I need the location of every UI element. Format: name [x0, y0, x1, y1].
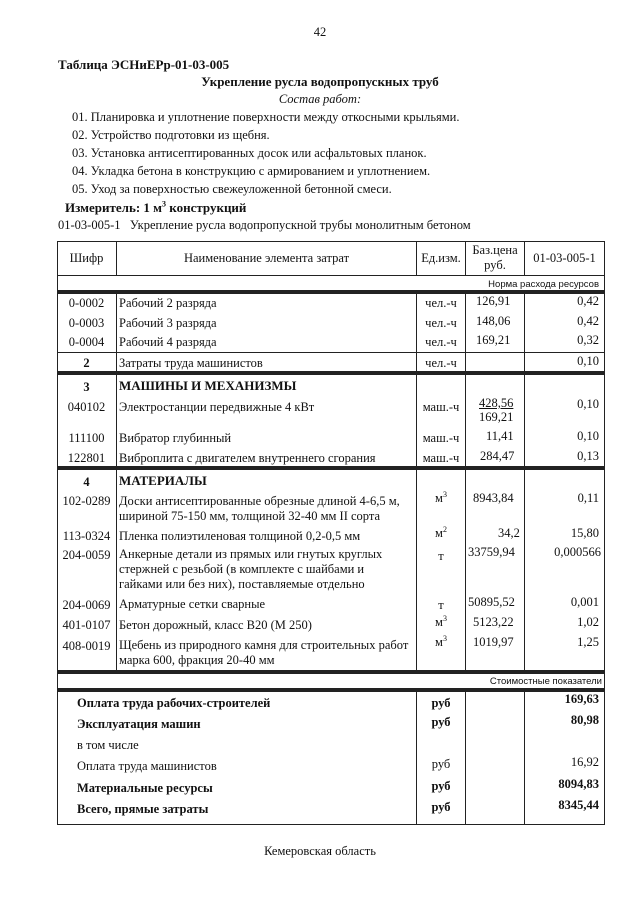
- row-name: Вибратор глубинный: [119, 431, 232, 445]
- row-unit: $м^2$: [435, 524, 447, 540]
- row-qty: 0,10: [577, 354, 599, 368]
- row-name: Виброплита с двигателем внутреннего сгорания: [119, 451, 376, 465]
- row-price: 8943,84: [473, 491, 514, 505]
- row-price-secondary: 169,21: [479, 410, 514, 424]
- work-item: 05. Уход за поверхностью свежеуложенной бетонной смеси.: [72, 182, 392, 196]
- row-name-line: шириной 75-150 мм, толщиной 32-40 мм II сорта: [119, 509, 381, 523]
- row-price: 284,47: [480, 449, 515, 463]
- summary-name: в том числе: [77, 738, 139, 752]
- resource-table: [57, 241, 605, 825]
- row-qty: 0,42: [577, 314, 599, 328]
- row-qty: 0,10: [577, 429, 599, 443]
- row-price: 34,2: [498, 526, 520, 540]
- work-composition-label: Состав работ:: [278, 92, 362, 106]
- row-code: 408-0019: [62, 639, 111, 653]
- row-price: 5123,22: [473, 615, 514, 629]
- row-code: 102-0289: [62, 494, 111, 508]
- table-title: Таблица ЭСНиЕРр-01-03-005: [58, 57, 230, 72]
- row-name-line: Анкерные детали из прямых или гнутых круглых: [119, 547, 383, 561]
- header-name: Наименование элемента затрат: [183, 251, 350, 265]
- row-unit: $м^3$: [435, 633, 447, 649]
- row-code: 204-0059: [62, 548, 111, 562]
- row-code: 111100: [68, 431, 105, 445]
- row-name: Рабочий 2 разряда: [119, 296, 217, 310]
- summary-value: 8345,44: [558, 798, 599, 812]
- row-unit: чел.-ч: [425, 335, 457, 349]
- row-name-line: Пленка полиэтиленовая толщиной 0,2-0,5 мм: [119, 529, 361, 543]
- norm-code: 01-03-005-1: [58, 218, 121, 232]
- row-price: 1019,97: [473, 635, 514, 649]
- row-price: 50895,52: [468, 595, 515, 609]
- cost-indicators-label: Стоимостные показатели: [489, 676, 602, 687]
- section-code: 3: [83, 380, 90, 394]
- row-unit: чел.-ч: [425, 316, 457, 330]
- summary-value: 80,98: [570, 713, 599, 727]
- row-code: 122801: [67, 451, 106, 465]
- section-code: 4: [83, 475, 90, 489]
- section-title: Укрепление русла водопропускных труб: [201, 74, 439, 89]
- row-qty: 0,000566: [554, 545, 601, 559]
- row-unit: т: [438, 598, 444, 612]
- row-qty: 15,80: [570, 526, 599, 540]
- row-qty: 0,42: [577, 294, 599, 308]
- header-norm: 01-03-005-1: [533, 251, 596, 265]
- resource-norm-label: Норма расхода ресурсов: [488, 279, 599, 290]
- row-unit: $м^3$: [435, 613, 447, 629]
- work-item: 02. Устройство подготовки из щебня.: [72, 128, 270, 142]
- summary-unit: руб: [431, 696, 451, 710]
- meter-line: Измеритель: 1 $м^3$ конструкций: [65, 199, 247, 215]
- row-qty: 1,25: [577, 635, 599, 649]
- header-code: Шифр: [69, 251, 104, 265]
- row-qty: 1,02: [577, 615, 599, 629]
- header-price-line1: Баз.цена: [472, 243, 518, 257]
- row-name-line: стержней с резьбой (в комплекте с шайбами и: [119, 562, 365, 576]
- row-price: 428,56: [479, 396, 514, 410]
- work-item: 04. Укладка бетона в конструкцию с армированием и уплотнением.: [72, 164, 431, 178]
- summary-unit: руб: [431, 757, 451, 771]
- row-name-line: Бетон дорожный, класс В20 (М 250): [119, 618, 312, 632]
- row-unit: т: [438, 549, 444, 563]
- row-qty: 0,32: [577, 333, 599, 347]
- row-unit: маш.-ч: [422, 431, 460, 445]
- summary-name: Всего, прямые затраты: [77, 802, 209, 816]
- header-unit: Ед.изм.: [421, 251, 461, 265]
- norm-title: Укрепление русла водопропускной трубы монолитным бетоном: [129, 218, 471, 232]
- row-qty: 0,001: [570, 595, 599, 609]
- summary-unit: руб: [431, 779, 451, 793]
- row-name: Рабочий 4 разряда: [119, 335, 217, 349]
- section-title-materials: МАТЕРИАЛЫ: [119, 473, 207, 488]
- row-code: 040102: [67, 400, 106, 414]
- row-qty: 0,13: [577, 449, 599, 463]
- header-price-line2: руб.: [484, 258, 506, 272]
- row-code: 401-0107: [62, 618, 111, 632]
- row-name-line: Щебень из природного камня для строительных работ: [119, 638, 409, 652]
- summary-value: 8094,83: [558, 777, 599, 791]
- summary-unit: руб: [431, 715, 451, 729]
- row-code: 2: [83, 356, 90, 370]
- summary-name: Оплата труда машинистов: [77, 759, 217, 773]
- section-title-machines: МАШИНЫ И МЕХАНИЗМЫ: [119, 378, 297, 393]
- row-unit: чел.-ч: [425, 296, 457, 310]
- row-name: Рабочий 3 разряда: [119, 316, 217, 330]
- row-name-line: Доски антисептированные обрезные длиной 4-6,5 м,: [119, 494, 400, 508]
- row-name-line: марка 600, фракция 20-40 мм: [119, 653, 275, 667]
- row-unit: $м^3$: [435, 489, 447, 505]
- summary-name: Эксплуатация машин: [77, 717, 201, 731]
- row-unit: чел.-ч: [425, 356, 457, 370]
- row-unit: маш.-ч: [422, 451, 460, 465]
- work-item: 01. Планировка и уплотнение поверхности между откосными крыльями.: [72, 110, 460, 124]
- row-code: 0-0002: [68, 296, 105, 310]
- summary-value: 16,92: [570, 755, 599, 769]
- norm-caption: [58, 218, 471, 233]
- row-price: 11,41: [486, 429, 514, 443]
- row-unit: маш.-ч: [422, 400, 460, 414]
- page-number: 42: [313, 25, 327, 39]
- row-name: Электростанции передвижные 4 кВт: [119, 400, 315, 414]
- row-name-line: гайками или без них), поставляемые отдельно: [119, 577, 365, 591]
- summary-name: Оплата труда рабочих-строителей: [77, 696, 271, 710]
- row-price: 126,91: [476, 294, 511, 308]
- row-code: 204-0069: [62, 598, 111, 612]
- footer-region: Кемеровская область: [264, 844, 376, 858]
- row-code: 113-0324: [62, 529, 111, 543]
- row-code: 0-0004: [68, 335, 105, 349]
- row-code: 0-0003: [68, 316, 105, 330]
- row-price: 169,21: [476, 333, 511, 347]
- row-price: 33759,94: [468, 545, 515, 559]
- row-price: 148,06: [476, 314, 511, 328]
- summary-unit: руб: [431, 800, 451, 814]
- row-name-line: Арматурные сетки сварные: [119, 597, 266, 611]
- summary-value: 169,63: [564, 692, 599, 706]
- row-name: Затраты труда машинистов: [119, 356, 263, 370]
- work-item: 03. Установка антисептированных досок или асфальтовых планок.: [72, 146, 427, 160]
- row-qty: 0,10: [577, 397, 599, 411]
- row-qty: 0,11: [577, 491, 599, 505]
- summary-name: Материальные ресурсы: [77, 781, 213, 795]
